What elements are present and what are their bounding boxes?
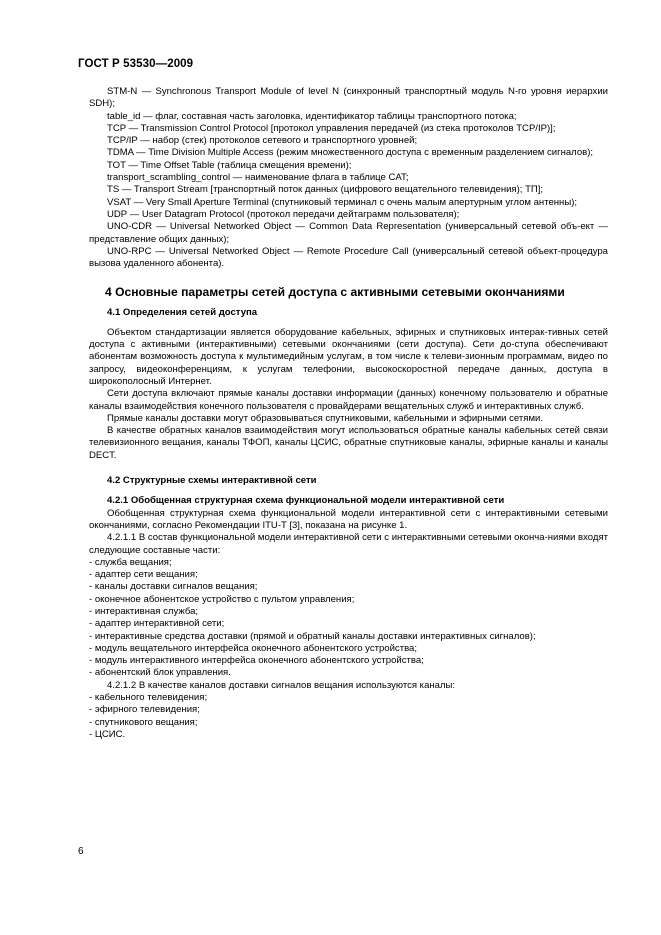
abbreviation-entry: TDMA — Time Division Multiple Access (режим множественного доступа с временным разделением сигналов); [107, 147, 594, 159]
abbreviation-entry: TOT — Time Offset Table (таблица смещения времени); [107, 159, 352, 171]
section-4-1-heading: 4.1 Определения сетей доступа [107, 307, 258, 319]
list-item: - ЦСИС. [89, 728, 126, 740]
abbreviation-entry: table_id — флаг, составная часть заголовка, идентификатор таблицы транспортного потока; [107, 110, 517, 122]
list-item: - оконечное абонентское устройство с пультом управления; [89, 593, 355, 605]
page-content [89, 86, 608, 741]
paragraph: 4.2.1.1 В состав функциональной модели интерактивной сети с интерактивными сетевыми оконча-ниями входят следующие составные части: [89, 532, 608, 556]
abbreviation-entry: TCP/IP — набор (стек) протоколов сетевого и транспортного уровней; [107, 135, 418, 147]
abbreviation-entry: transport_scrambling_control — наименование флага в таблице CAT; [107, 172, 409, 184]
list-item: - интерактивная служба; [89, 605, 199, 617]
abbreviation-entry: TCP — Transmission Control Protocol [протокол управления передачей (из стека протоколов TCP/IP)]; [107, 122, 556, 134]
list-item: - адаптер сети вещания; [89, 569, 198, 581]
paragraph: Объектом стандартизации является оборудование кабельных, эфирных и спутниковых интерак-тивных сетей доступа с активными (интерактивными) сетевыми окончаниями (сети доступа). Сети до-ступа обеспечивают абонентам возможность доступа к мультимедийным услугам, в том числе к телеви-зионным программам, видео по запросу, видеоконференциям, к услугам телефонии, высокоскоростной передаче данных, доступа в широкополосный Интернет. [89, 326, 608, 387]
abbreviation-entry: TS — Transport Stream [транспортный поток данных (цифрового вещательного телевидения); ТП]; [107, 184, 544, 196]
document-header: ГОСТ Р 53530—2009 [78, 58, 194, 70]
paragraph: Сети доступа включают прямые каналы доставки информации (данных) конечному пользователю и обратные каналы взаимодействия конечного пользователя с провайдерами вещательных служб и интерактивных служб. [89, 388, 608, 412]
list-item: - абонентский блок управления. [89, 667, 231, 679]
list-item: - спутникового вещания; [89, 716, 198, 728]
paragraph: 4.2.1.2 В качестве каналов доставки сигналов вещания используются каналы: [107, 679, 456, 691]
section-4-2-heading: 4.2 Структурные схемы интерактивной сети [107, 475, 317, 487]
list-item: - модуль интерактивного интерфейса оконечного абонентского устройства; [89, 655, 424, 667]
abbreviation-entry: VSAT — Very Small Aperture Terminal (спутниковый терминал с очень малым апертурным углом антенны); [107, 196, 578, 208]
list-item: - эфирного телевидения; [89, 704, 200, 716]
paragraph: Прямые каналы доставки могут образовываться спутниковыми, кабельными и эфирными сетями. [107, 412, 544, 424]
abbreviation-entry: UDP — User Datagram Protocol (протокол передачи дейтаграмм пользователя); [107, 208, 460, 220]
page-number: 6 [78, 846, 84, 857]
abbreviation-entry: STM-N — Synchronous Transport Module of level N (синхронный транспортный модуль N-го уровня иерархии SDH); [89, 86, 608, 110]
model-parts-list [89, 557, 608, 680]
abbreviations-list [89, 86, 608, 270]
paragraph: Обобщенная структурная схема функциональной модели интерактивной сети с интерактивными сетевыми окончаниями, согласно Рекомендации ITU-T [3], показана на рисунке 1. [89, 507, 608, 531]
section-4-heading: 4 Основные параметры сетей доступа с активными сетевыми окончаниями [105, 285, 565, 300]
section-4-2-1-heading: 4.2.1 Обобщенная структурная схема функциональной модели интерактивной сети [107, 495, 505, 507]
broadcast-channels-list [89, 692, 608, 741]
list-item: - каналы доставки сигналов вещания; [89, 581, 258, 593]
paragraph: В качестве обратных каналов взаимодействия могут использоваться обратные каналы кабельных сетей связи телевизионного вещания, каналы ТФОП, каналы ЦСИС, обратные спутниковые каналы, эфирные каналы и каналы DECT. [89, 425, 608, 461]
list-item: - кабельного телевидения; [89, 692, 208, 704]
list-item: - адаптер интерактивной сети; [89, 618, 225, 630]
abbreviation-entry: UNO-RPC — Universal Networked Object — Remote Procedure Call (универсальный сетевой объект-процедура вызова удаленного абонента). [89, 245, 608, 270]
abbreviation-entry: UNO-CDR — Universal Networked Object — Common Data Representation (универсальный сетевой объ-ект — представление общих данных); [89, 221, 608, 245]
list-item: - служба вещания; [89, 556, 172, 568]
list-item: - интерактивные средства доставки (прямой и обратный каналы доставки интерактивных сигналов); [89, 630, 536, 642]
list-item: - модуль вещательного интерфейса оконечного абонентского устройства; [89, 642, 417, 654]
